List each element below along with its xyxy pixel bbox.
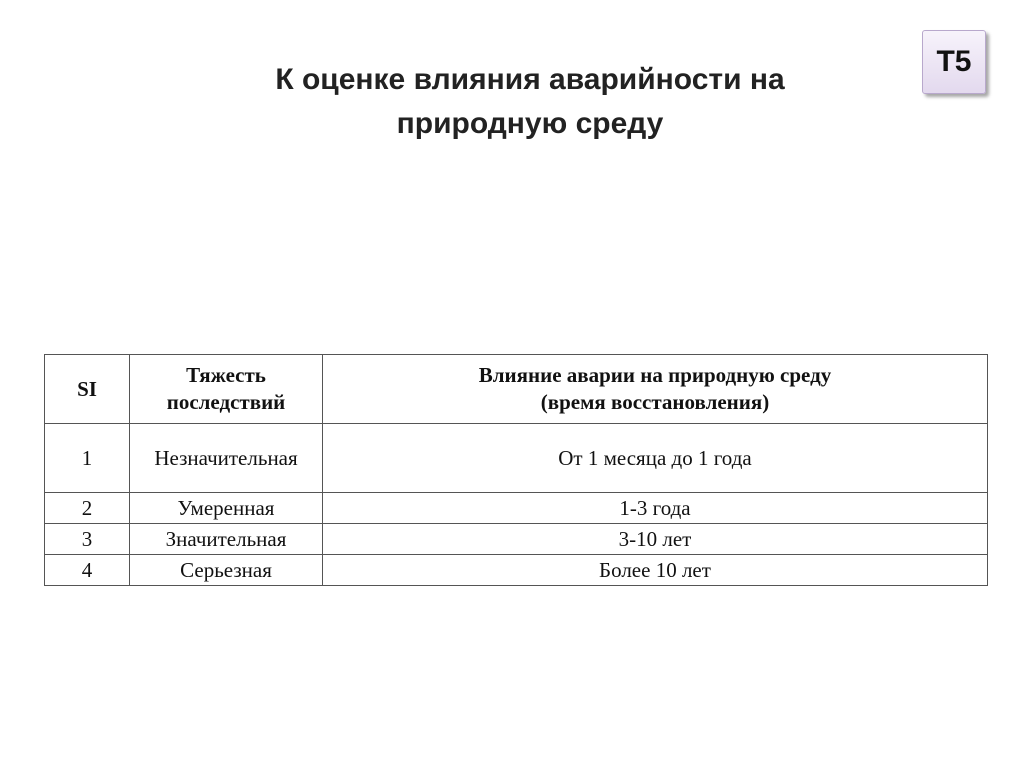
page-title-line-2: природную среду bbox=[396, 107, 664, 140]
table-row bbox=[45, 555, 988, 586]
cell-si: 2 bbox=[45, 493, 130, 524]
table-row bbox=[45, 524, 988, 555]
table-row bbox=[45, 493, 988, 524]
header-impact bbox=[323, 355, 988, 424]
cell-si: 1 bbox=[45, 424, 130, 493]
cell-severity: Серьезная bbox=[130, 555, 323, 586]
header-impact-line-2: (время восстановления) bbox=[540, 390, 770, 414]
cell-si: 4 bbox=[45, 555, 130, 586]
table-header-row bbox=[45, 355, 988, 424]
cell-severity: Значительная bbox=[130, 524, 323, 555]
cell-severity: Умеренная bbox=[130, 493, 323, 524]
cell-impact: 1-3 года bbox=[323, 493, 988, 524]
slide-badge: Т5 bbox=[922, 30, 986, 94]
table-row bbox=[45, 424, 988, 493]
header-impact-line-1: Влияние аварии на природную среду bbox=[478, 363, 832, 387]
page-title bbox=[200, 58, 860, 146]
impact-table bbox=[44, 354, 988, 586]
header-severity: Тяжесть последствий bbox=[130, 355, 323, 424]
cell-si: 3 bbox=[45, 524, 130, 555]
page-title-line-1: К оценке влияния аварийности на bbox=[275, 63, 785, 96]
header-si: SI bbox=[45, 355, 130, 424]
cell-impact: От 1 месяца до 1 года bbox=[323, 424, 988, 493]
cell-impact: Более 10 лет bbox=[323, 555, 988, 586]
cell-severity: Незначительная bbox=[130, 424, 323, 493]
cell-impact: 3-10 лет bbox=[323, 524, 988, 555]
